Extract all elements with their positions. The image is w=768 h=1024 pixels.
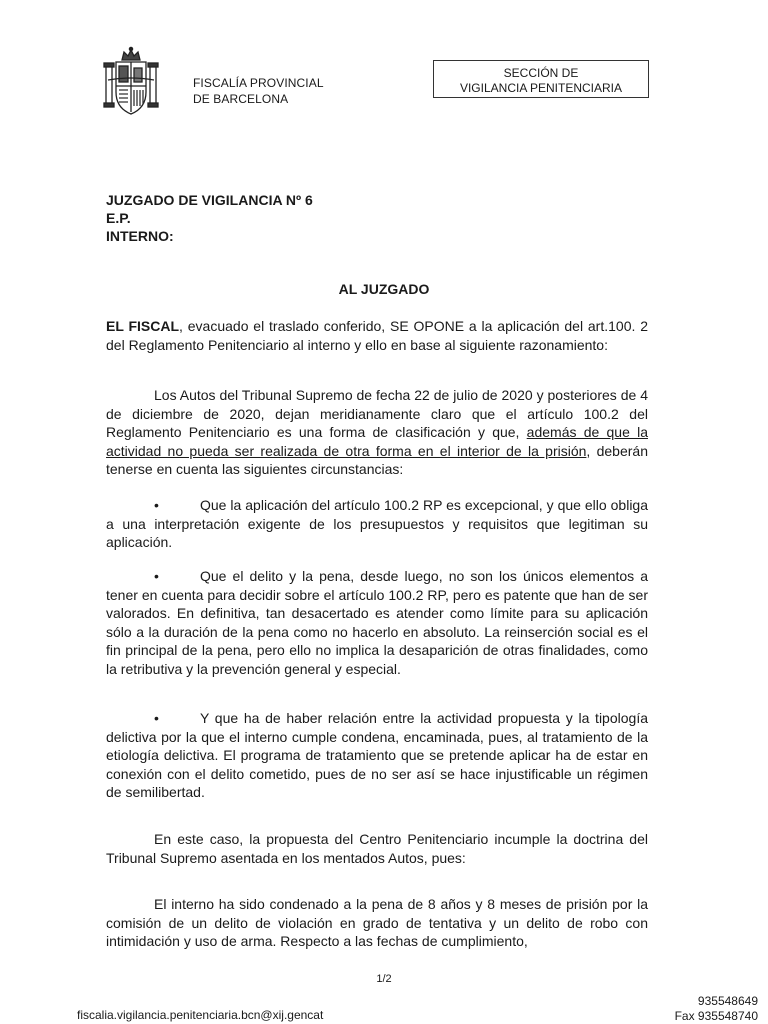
bullet-item-3-text: Y que ha de haber relación entre la actividad propuesta y la tipología delictiva por la que el interno cumple condena, encaminada, pues, al tratamiento de la etiología delictiva. El programa de tratamiento que se pretende aplicar ha de estar en conexión con el delito cometido, pues de no ser así se hace injustificable un régimen de semilibertad. [106, 710, 648, 800]
org-line-2: DE BARCELONA [193, 92, 289, 106]
paragraph-supreme-court [106, 386, 648, 479]
issuing-office [193, 75, 324, 107]
bullet-icon: • [154, 568, 159, 584]
coat-of-arms-icon [102, 46, 160, 120]
bullet-icon: • [154, 497, 159, 513]
court-name: JUZGADO DE VIGILANCIA Nº 6 [106, 192, 313, 208]
prosecutor-lead: EL FISCAL [106, 318, 180, 334]
bullet-item-2-text: Que el delito y la pena, desde luego, no son los únicos elementos a tener en cuenta para decidir sobre el artículo 100.2 RP, pero es patente que han de ser valorados. En definitiva, tan desacertado es atender como límite para su aplicación sólo a la duración de la pena como no hacerlo en absoluto. La reinserción social es el fin principal de la pena, pero ello no implica la desaparición de otras finalidades, como la retributiva y la prevención general y especial. [106, 568, 648, 677]
bullet-icon: • [154, 710, 159, 726]
footer-phone: 935548649 [697, 994, 758, 1008]
section-box [433, 60, 649, 98]
addressee-heading: AL JUZGADO [338, 281, 430, 297]
bullet-item-2 [106, 567, 648, 678]
paragraph-opposition-text: , evacuado el traslado conferido, SE OPONE a la aplicación del art.100. 2 del Reglamento Penitenciario al interno y ello en base al siguiente razonamiento: [106, 318, 648, 353]
section-line-1: SECCIÓN DE [503, 66, 579, 80]
page-number: 1/2 [376, 973, 392, 985]
paragraph-case: En este caso, la propuesta del Centro Penitenciario incumple la doctrina del Tribunal Supremo asentada en los mentados Autos, pues: [106, 831, 648, 866]
section-line-2: VIGILANCIA PENITENCIARIA [459, 81, 623, 95]
footer-contact [675, 994, 758, 1024]
ep-label: E.P. [106, 210, 131, 226]
footer-fax: Fax 935548740 [674, 1009, 758, 1023]
bullet-item-3 [106, 709, 648, 802]
paragraph-opposition [106, 317, 648, 354]
paragraph-supreme-court-end: , deberán tenerse en cuenta las siguientes circunstancias: [106, 442, 648, 477]
paragraph-supreme-court-start: Los Autos del Tribunal Supremo de fecha 22 de julio de 2020 y posteriores de 4 de diciembre de 2020, dejan meridianamente claro que el artículo 100.2 del Reglamento Penitenciario es una forma de clasificación y que, [106, 387, 648, 440]
case-header [106, 191, 313, 245]
underlined-clause: además de que la actividad no pueda ser realizada de otra forma en el interior de la prisión [106, 424, 648, 459]
bullet-item-1-text: Que la aplicación del artículo 100.2 RP es excepcional, y que ello obliga a una interpretación exigente de los presupuestos y requisitos que legitiman su aplicación. [106, 497, 648, 550]
org-line-1: FISCALÍA PROVINCIAL [193, 76, 324, 90]
footer-email: fiscalia.vigilancia.penitenciaria.bcn@xij.gencat [77, 1008, 324, 1022]
bullet-item-1 [106, 496, 648, 552]
paragraph-sentence: El interno ha sido condenado a la pena de 8 años y 8 meses de prisión por la comisión de un delito de violación en grado de tentativa y un delito de robo con intimidación y uso de arma. Respecto a las fechas de cumplimiento, [106, 896, 648, 949]
internee-label: INTERNO: [106, 228, 174, 244]
